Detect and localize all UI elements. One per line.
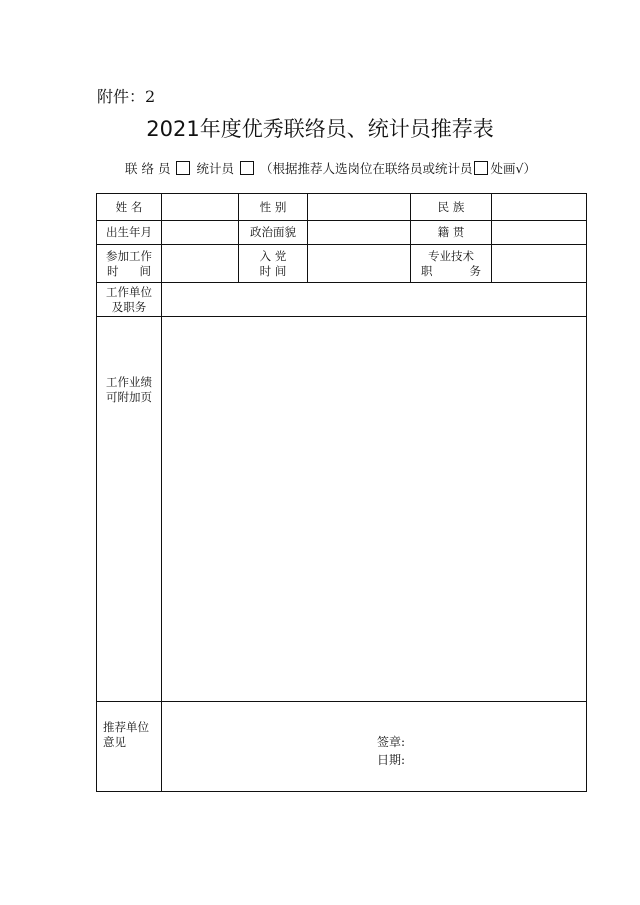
position-type-line [125,159,536,177]
attachment-label: 附件：2 [97,87,156,106]
birth-field[interactable] [162,221,239,245]
work-start-line2: 时 间 [107,263,151,278]
birth-label: 出生年月 [97,221,162,245]
work-start-label [97,245,162,283]
gender-field[interactable] [308,194,411,221]
date-label: 日期: [377,753,406,767]
name-field[interactable] [162,194,239,221]
tech-title-label [411,245,492,283]
liaison-label: 联 络 员 [125,161,171,176]
recommendation-form-table [96,193,587,792]
statistician-label: 统计员 [196,161,234,176]
name-label: 姓 名 [97,194,162,221]
recommend-line1: 推荐单位 [103,720,149,734]
unit-line1: 工作单位 [106,284,152,299]
type-note-end: 处画√） [490,161,536,176]
tech-title-field[interactable] [492,245,587,283]
work-start-line1: 参加工作 [106,248,152,263]
recommend-opinion-field[interactable] [162,702,587,792]
political-label: 政治面貌 [239,221,308,245]
performance-field[interactable] [162,317,587,702]
gender-label: 性 别 [239,194,308,221]
tech-title-line1: 专业技术 [428,248,474,263]
recommend-line2: 意见 [103,735,126,749]
performance-label [97,317,162,702]
party-join-label [239,245,308,283]
ethnicity-field[interactable] [492,194,587,221]
form-title: 2021年度优秀联络员、统计员推荐表 [146,117,494,141]
statistician-checkbox[interactable] [240,161,254,175]
political-field[interactable] [308,221,411,245]
unit-line2: 及职务 [111,299,147,314]
work-start-field[interactable] [162,245,239,283]
note-checkbox-symbol [474,161,488,175]
ethnicity-label: 民 族 [411,194,492,221]
liaison-checkbox[interactable] [176,161,190,175]
native-field[interactable] [492,221,587,245]
native-label: 籍 贯 [411,221,492,245]
seal-label: 签章: [377,735,406,749]
recommend-opinion-label [97,702,162,792]
party-join-line1: 入 党 [259,248,287,263]
unit-label [97,283,162,317]
party-join-line2: 时 间 [259,263,287,278]
tech-title-line2: 职 务 [421,263,481,278]
performance-line2: 可附加页 [106,390,152,404]
type-note-start: （根据推荐人选岗位在联络员或统计员 [259,161,473,176]
party-join-field[interactable] [308,245,411,283]
unit-field[interactable] [162,283,587,317]
performance-line1: 工作业绩 [106,375,152,389]
